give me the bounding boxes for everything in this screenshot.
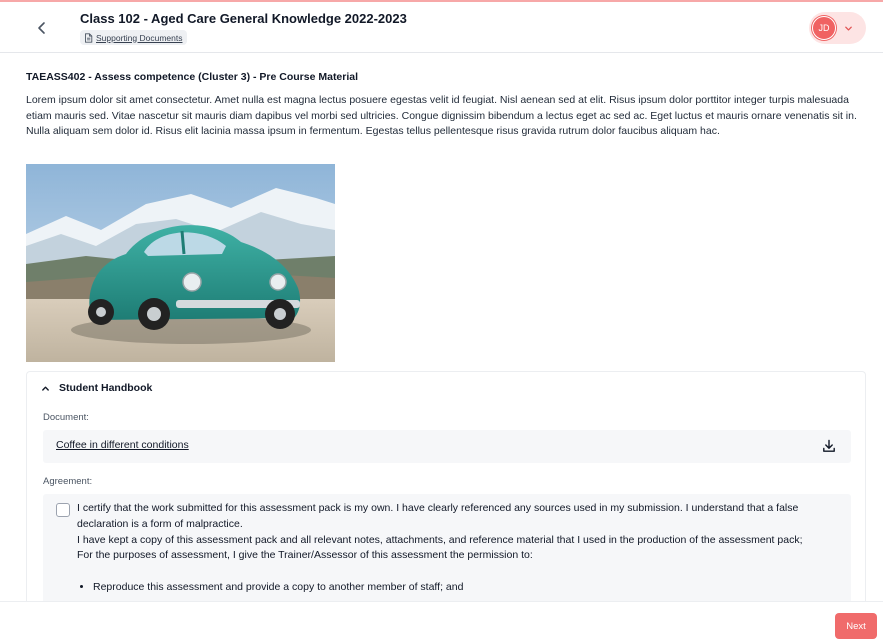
agreement-permission-list	[93, 580, 841, 596]
avatar: JD	[812, 16, 836, 40]
chevron-up-icon	[41, 384, 50, 393]
document-label: Document:	[43, 412, 89, 423]
student-handbook-title: Student Handbook	[59, 382, 153, 394]
agreement-line-2: I have kept a copy of this assessment pack and all relevant notes, attachments, and reference material that I used in the production of the assessment pack;	[77, 533, 803, 546]
agreement-label: Agreement:	[43, 476, 93, 487]
back-button[interactable]	[30, 16, 54, 40]
vintage-car-mountain-photo	[26, 164, 335, 362]
page-title: Class 102 - Aged Care General Knowledge 2022-2023	[80, 11, 407, 26]
supporting-documents-link[interactable]	[80, 30, 187, 45]
download-icon[interactable]	[821, 438, 837, 454]
footer-bar	[0, 601, 883, 640]
student-handbook-toggle[interactable]	[41, 382, 152, 394]
page-header	[0, 2, 883, 53]
intro-paragraph: Lorem ipsum dolor sit amet consectetur. Amet nulla est magna lectus posuere egestas velit id feugiat. Nisl aenean sed at elit. Risus ipsum dolor porttitor integer turpis malesuada etiam mauris sed. Vitae nascetur sit mauris diam dapibus vel morbi sed ultricies. Congue dignissim bibendum a lectus eget ac sed ac. Eget luctus et mauris ornare venenatis sit in. Nulla aliquam sem dolor id. Risus elit lacinia massa ipsum in fermentum. Egestas tellus pellentesque risus gravida rutrum dolor faucibus aliquam hac.	[26, 94, 857, 138]
next-button[interactable]: Next	[835, 613, 877, 639]
supporting-documents-label: Supporting Documents	[96, 32, 183, 43]
user-menu[interactable]	[809, 12, 866, 44]
course-image	[26, 164, 335, 362]
document-icon	[84, 33, 93, 43]
section-title: TAEASS402 - Assess competence (Cluster 3) - Pre Course Material	[26, 71, 359, 83]
agreement-line-3: For the purposes of assessment, I give the Trainer/Assessor of this assessment the permission to:	[77, 549, 533, 562]
agreement-checkbox[interactable]	[56, 503, 70, 517]
agreement-box	[43, 494, 851, 611]
agreement-text	[77, 501, 841, 596]
agreement-line-1: I certify that the work submitted for this assessment pack is my own. I have clearly referenced any sources used in my submission. I understand that a false declaration is a form of malpractice.	[77, 502, 799, 530]
agreement-bullet: • Reproduce this assessment and provide a copy to another member of staff; and	[93, 580, 841, 596]
document-row	[43, 430, 851, 463]
chevron-down-icon	[844, 24, 853, 33]
student-handbook-panel	[26, 371, 866, 611]
document-link[interactable]: Coffee in different conditions	[56, 439, 189, 451]
chevron-left-icon	[35, 21, 49, 35]
